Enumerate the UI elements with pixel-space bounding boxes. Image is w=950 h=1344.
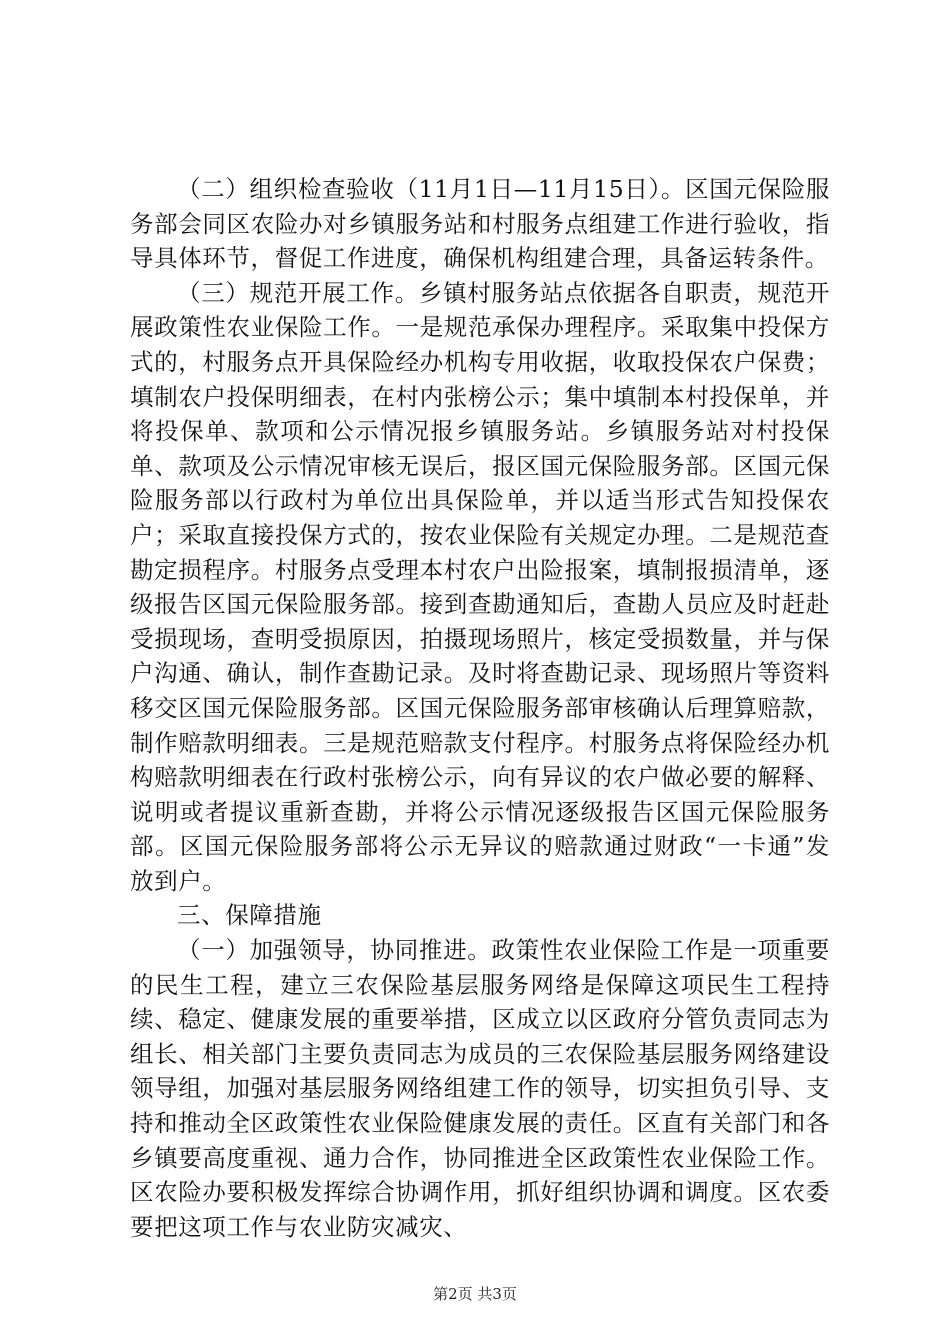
paragraph-inspection-acceptance: （二）组织检查验收（11月1日—11月15日）。区国元保险服务部会同区农险办对乡镇服务站和村服务点组建工作进行验收，指导具体环节，督促工作进度，确保机构组建合理，具备运转条件。 [130, 175, 830, 273]
page-footer: 第2页 共3页 [433, 1285, 517, 1303]
paragraph-strengthen-leadership: （一）加强领导，协同推进。政策性农业保险工作是一项重要的民生工程，建立三农保险基层服务网络是保障这项民生工程持续、稳定、健康发展的重要举措，区成立以区政府分管负责同志为组长、相关部门主要负责同志为成员的三农保险基层服务网络建设领导组，加强对基层服务网络组建工作的领导，切实担负引导、支持和推动全区政策性农业保险健康发展的责任。区直有关部门和各乡镇要高度重视、通力合作，协同推进全区政策性农业保险工作。区农险办要积极发挥综合协调作用，抓好组织协调和调度。区农委要把这项工作与农业防灾减灾、 [130, 936, 830, 1241]
document-body [130, 172, 830, 1244]
paragraph-standardize-work: （三）规范开展工作。乡镇村服务站点依据各自职责，规范开展政策性农业保险工作。一是规范承保办理程序。采取集中投保方式的，村服务点开具保险经办机构专用收据，收取投保农户保费；填制农户投保明细表，在村内张榜公示；集中填制本村投保单，并将投保单、款项和公示情况报乡镇服务站。乡镇服务站对村投保单、款项及公示情况审核无误后，报区国元保险服务部。区国元保险服务部以行政村为单位出具保险单，并以适当形式告知投保农户；采取直接投保方式的，按农业保险有关规定办理。二是规范查勘定损程序。村服务点受理本村农户出险报案，填制报损清单，逐级报告区国元保险服务部。接到查勘通知后，查勘人员应及时赶赴受损现场，查明受损原因，拍摄现场照片，核定受损数量，并与保户沟通、确认，制作查勘记录。及时将查勘记录、现场照片等资料移交区国元保险服务部。区国元保险服务部审核确认后理算赔款，制作赔款明细表。三是规范赔款支付程序。村服务点将保险经办机构赔款明细表在行政村张榜公示，向有异议的农户做必要的解释、说明或者提议重新查勘，并将公示情况逐级报告区国元保险服务部。区国元保险服务部将公示无异议的赔款通过财政“一卡通”发放到户。 [130, 278, 830, 895]
section-heading-safeguards: 三、保障措施 [177, 901, 322, 930]
